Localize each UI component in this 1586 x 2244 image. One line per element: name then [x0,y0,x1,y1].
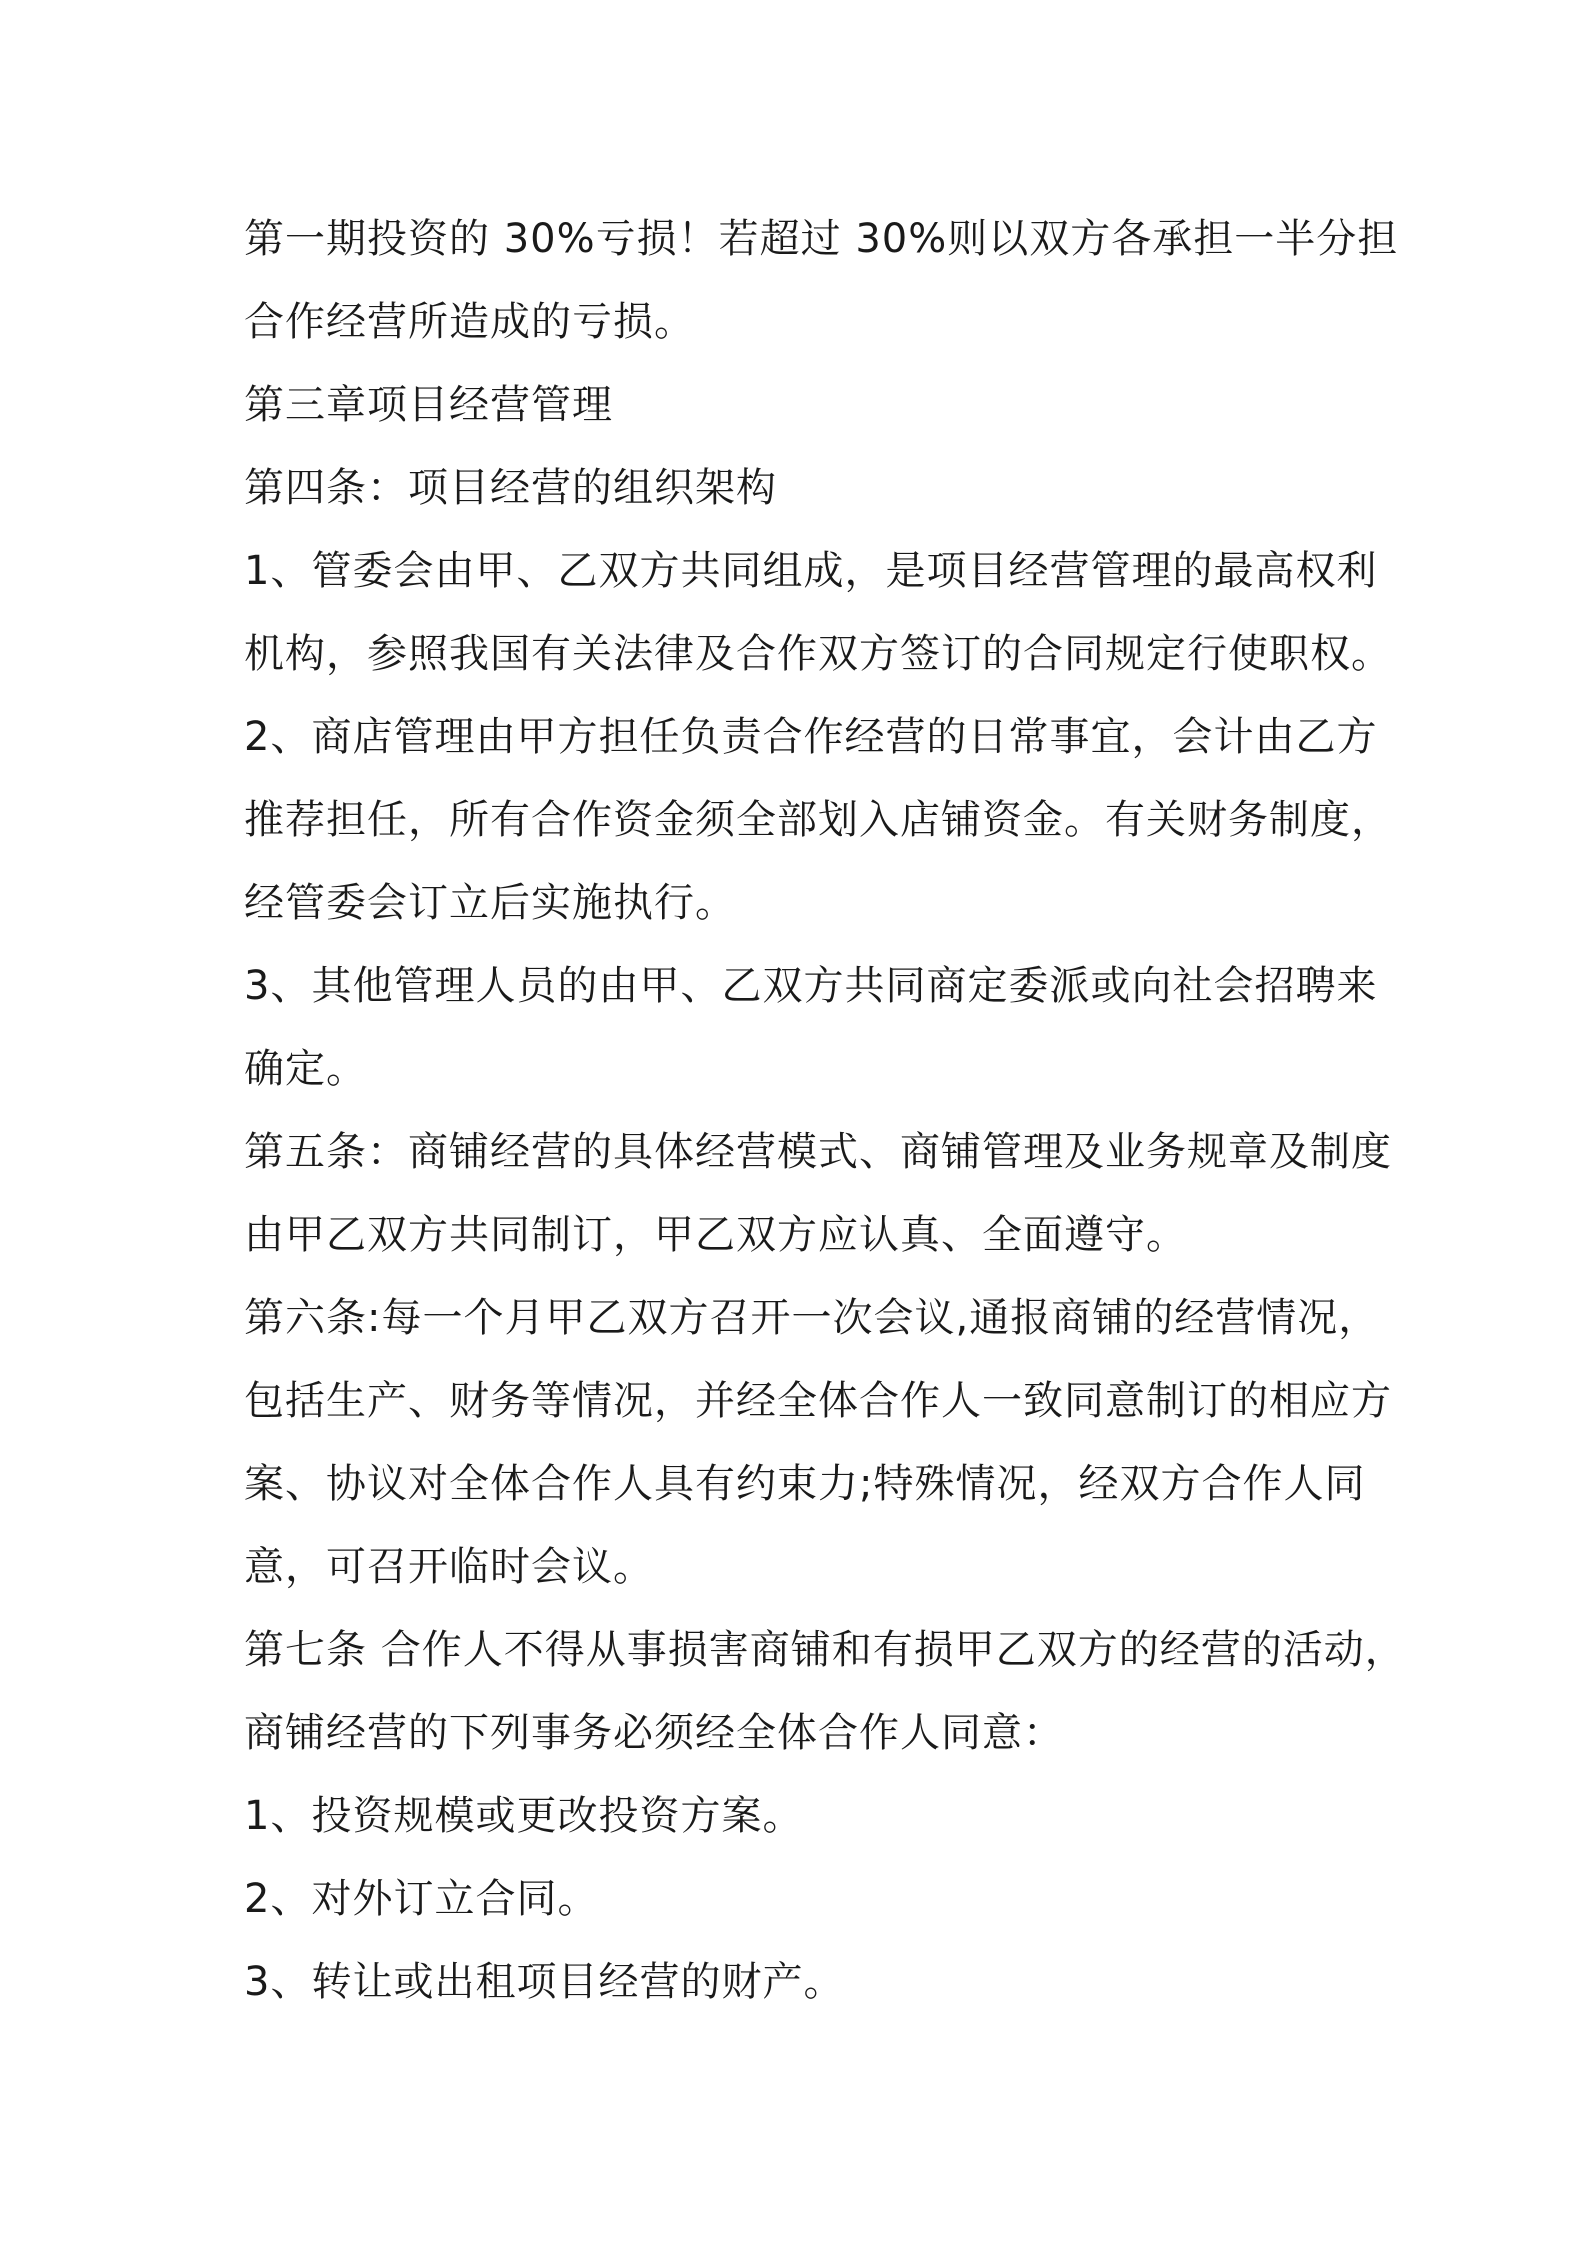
text-line: 包括生产、财务等情况，并经全体合作人一致同意制订的相应方 [244,1378,1392,1424]
chapter-heading: 第三章项目经营管理 [244,382,613,428]
text-line: 1、投资规模或更改投资方案。 [244,1793,804,1839]
text-line: 1、管委会由甲、乙双方共同组成，是项目经营管理的最高权利 [244,548,1378,594]
text-line: 确定。 [244,1046,367,1092]
text-line: 机构，参照我国有关法律及合作双方签订的合同规定行使职权。 [244,631,1392,677]
text-line: 2、对外订立合同。 [244,1876,599,1922]
text-line: 第七条 合作人不得从事损害商铺和有损甲乙双方的经营的活动， [244,1627,1406,1673]
text-line: 经管委会订立后实施执行。 [244,880,736,926]
text-line: 由甲乙双方共同制订，甲乙双方应认真、全面遵守。 [244,1212,1187,1258]
text-line: 意，可召开临时会议。 [244,1544,654,1590]
text-line: 商铺经营的下列事务必须经全体合作人同意： [244,1710,1064,1756]
text-line: 2、商店管理由甲方担任负责合作经营的日常事宜，会计由乙方 [244,714,1378,760]
text-line: 3、转让或出租项目经营的财产。 [244,1959,845,2005]
text-line: 第六条:每一个月甲乙双方召开一次会议,通报商铺的经营情况， [244,1295,1380,1341]
text-line: 3、其他管理人员的由甲、乙双方共同商定委派或向社会招聘来 [244,963,1378,1009]
text-line: 合作经营所造成的亏损。 [244,299,695,345]
text-line: 推荐担任，所有合作资金须全部划入店铺资金。有关财务制度， [244,797,1392,843]
article-heading: 第四条：项目经营的组织架构 [244,465,777,511]
text-line: 第一期投资的 30%亏损！若超过 30%则以双方各承担一半分担 [244,216,1399,262]
text-line: 第五条：商铺经营的具体经营模式、商铺管理及业务规章及制度 [244,1129,1392,1175]
text-line: 案、协议对全体合作人具有约束力;特殊情况，经双方合作人同 [244,1461,1366,1507]
document-body [244,198,1406,2024]
